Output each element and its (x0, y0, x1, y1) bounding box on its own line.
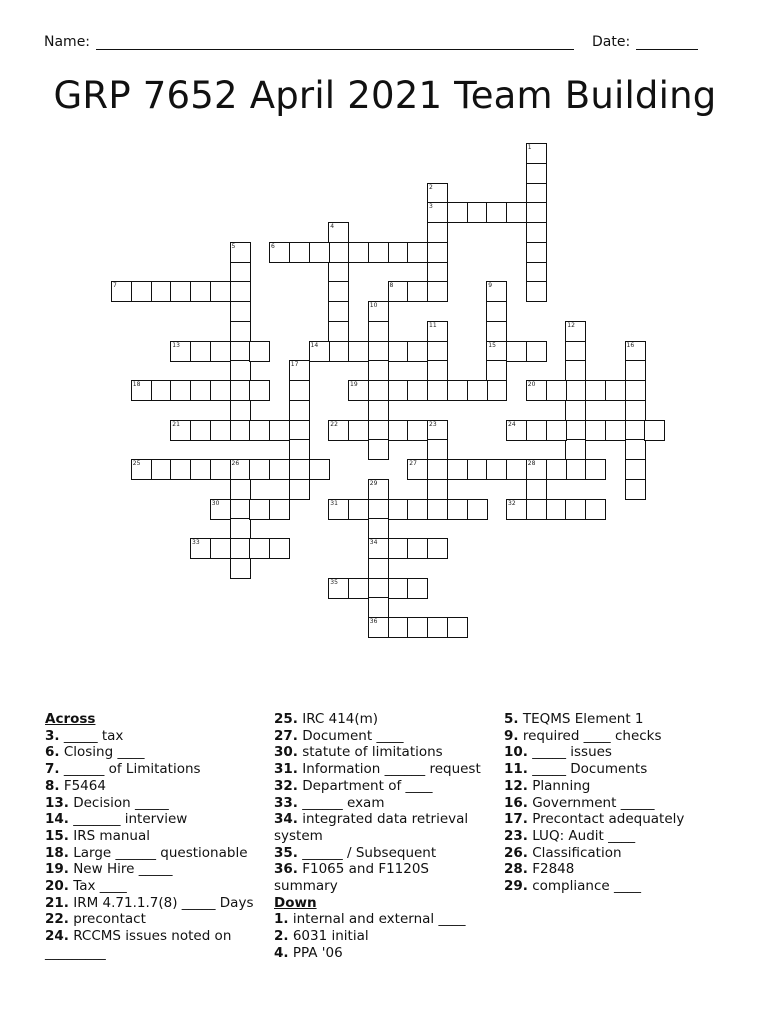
clue-down-5: 5. TEQMS Element 1 (504, 711, 644, 727)
grid-cell[interactable] (131, 281, 152, 302)
grid-cell[interactable] (407, 281, 428, 302)
grid-cell[interactable] (447, 202, 468, 223)
grid-cell[interactable] (190, 420, 211, 441)
grid-cell[interactable] (467, 380, 488, 401)
clue-down-10: 10. _____ issues (504, 744, 612, 761)
grid-cell[interactable] (407, 459, 428, 480)
name-label: Name: (44, 34, 91, 50)
clue-down-9: 9. required ____ checks (504, 727, 662, 744)
grid-cell[interactable] (348, 242, 369, 263)
clue-number: 34 (369, 539, 378, 546)
grid-cell[interactable] (368, 400, 389, 421)
clue-across-14: 14. _______ interview (45, 811, 188, 828)
grid-cell[interactable] (565, 420, 586, 441)
grid-cell[interactable] (230, 459, 251, 480)
grid-cell[interactable] (230, 380, 251, 401)
grid-cell[interactable] (289, 242, 310, 263)
clue-number: 33 (192, 539, 200, 546)
clue-number: 19 (350, 381, 358, 388)
clue-down-26: 26. Classification (504, 844, 622, 861)
grid-cell[interactable] (289, 439, 310, 460)
grid-cell[interactable] (565, 459, 586, 480)
grid-cell[interactable] (467, 202, 488, 223)
clue-number: 8 (389, 282, 394, 290)
grid-cell[interactable] (170, 420, 191, 441)
clue-number: 5 (231, 242, 236, 250)
clue-across-24: 24. RCCMS issues noted on _________ (45, 928, 232, 961)
grid-cell[interactable] (585, 420, 606, 441)
grid-cell[interactable] (289, 360, 310, 381)
grid-cell[interactable] (230, 479, 251, 500)
grid-cell[interactable] (526, 222, 547, 243)
clue-across-13: 13. Decision _____ (45, 794, 169, 811)
grid-cell[interactable] (368, 341, 389, 362)
grid-cell[interactable] (625, 459, 646, 480)
grid-cell[interactable] (427, 420, 448, 441)
grid-cell[interactable] (585, 499, 606, 520)
grid-cell[interactable] (388, 341, 409, 362)
grid-cell[interactable] (546, 459, 567, 480)
clue-down-2: 2. 6031 initial (274, 928, 369, 945)
grid-cell[interactable] (190, 380, 211, 401)
grid-cell[interactable] (190, 341, 211, 362)
clue-number: 26 (231, 460, 240, 467)
clue-number: 27 (409, 460, 417, 467)
grid-cell[interactable] (486, 301, 507, 322)
clue-number: 12 (567, 321, 575, 329)
grid-cell[interactable] (565, 439, 586, 460)
grid-cell[interactable] (526, 499, 547, 520)
clue-number: 17 (290, 361, 299, 369)
grid-cell[interactable] (210, 380, 231, 401)
grid-cell[interactable] (151, 281, 172, 302)
clue-across-36: 36. F1065 and F1120S summary (274, 861, 430, 895)
grid-cell[interactable] (427, 380, 448, 401)
clue-down-1: 1. internal and external ____ (274, 911, 466, 928)
clue-across-19: 19. New Hire _____ (45, 861, 173, 878)
clue-across-15: 15. IRS manual (45, 827, 150, 844)
grid-cell[interactable] (210, 281, 231, 302)
clue-down-23: 23. LUQ: Audit ____ (504, 827, 636, 844)
grid-cell[interactable] (407, 578, 428, 599)
grid-cell[interactable] (210, 341, 231, 362)
clue-across-32: 32. Department of ____ (274, 777, 433, 794)
grid-cell[interactable] (368, 617, 389, 638)
grid-cell[interactable] (427, 538, 448, 559)
grid-cell[interactable] (230, 538, 251, 559)
grid-cell[interactable] (269, 420, 290, 441)
down-heading: Down (274, 894, 317, 911)
clue-number: 31 (330, 499, 338, 507)
grid-cell[interactable] (407, 617, 428, 638)
grid-cell[interactable] (565, 341, 586, 362)
grid-cell[interactable] (368, 597, 389, 618)
clue-number: 1 (527, 144, 532, 151)
clue-number: 36 (369, 618, 378, 625)
clue-across-30: 30. statute of limitations (274, 744, 443, 761)
grid-cell[interactable] (605, 420, 626, 441)
grid-cell[interactable] (526, 262, 547, 283)
grid-cell[interactable] (565, 321, 586, 342)
grid-cell[interactable] (447, 499, 468, 520)
grid-cell[interactable] (427, 617, 448, 638)
grid-cell[interactable] (249, 499, 270, 520)
grid-cell[interactable] (249, 538, 270, 559)
grid-cell[interactable] (328, 262, 349, 283)
clue-number: 6 (271, 242, 275, 250)
grid-cell[interactable] (605, 380, 626, 401)
grid-cell[interactable] (486, 341, 507, 362)
grid-cell[interactable] (427, 202, 448, 223)
grid-cell[interactable] (427, 499, 448, 520)
grid-cell[interactable] (368, 420, 389, 441)
grid-cell[interactable] (427, 439, 448, 460)
grid-cell[interactable] (486, 360, 507, 381)
grid-cell[interactable] (328, 301, 349, 322)
clue-number: 15 (488, 341, 496, 349)
grid-cell[interactable] (230, 360, 251, 381)
grid-cell[interactable] (407, 341, 428, 362)
grid-cell[interactable] (368, 518, 389, 539)
grid-cell[interactable] (407, 420, 428, 441)
grid-cell[interactable] (170, 459, 191, 480)
grid-cell[interactable] (348, 499, 369, 520)
clue-number: 3 (429, 203, 433, 211)
clue-column-3 (504, 711, 744, 895)
grid-cell[interactable] (407, 499, 428, 520)
clue-across-6: 6. Closing ____ (45, 744, 145, 761)
clue-across-18: 18. Large ______ questionable (45, 844, 248, 861)
clue-number: 21 (172, 420, 180, 428)
clue-number: 30 (211, 499, 220, 507)
grid-cell[interactable] (328, 242, 349, 263)
grid-cell[interactable] (625, 420, 646, 441)
clue-number: 28 (527, 460, 536, 467)
grid-cell[interactable] (427, 321, 448, 342)
grid-cell[interactable] (407, 380, 428, 401)
grid-cell[interactable] (309, 341, 330, 362)
clue-number: 2 (429, 183, 433, 191)
grid-cell[interactable] (230, 499, 251, 520)
clue-across-7: 7. ______ of Limitations (45, 761, 201, 778)
grid-cell[interactable] (427, 459, 448, 480)
grid-cell[interactable] (210, 459, 231, 480)
grid-cell[interactable] (269, 242, 290, 263)
grid-cell[interactable] (269, 459, 290, 480)
grid-cell[interactable] (190, 538, 211, 559)
grid-cell[interactable] (170, 341, 191, 362)
clue-column-1 (45, 711, 267, 962)
grid-cell[interactable] (210, 538, 231, 559)
grid-cell[interactable] (486, 459, 507, 480)
grid-cell[interactable] (486, 281, 507, 302)
date-label: Date: (592, 34, 631, 50)
grid-cell[interactable] (585, 459, 606, 480)
clue-number: 11 (429, 321, 437, 329)
grid-cell[interactable] (328, 578, 349, 599)
grid-cell[interactable] (368, 499, 389, 520)
grid-cell[interactable] (151, 459, 172, 480)
grid-cell[interactable] (506, 459, 527, 480)
grid-cell[interactable] (190, 281, 211, 302)
clue-number: 13 (172, 341, 180, 349)
grid-cell[interactable] (289, 459, 310, 480)
grid-cell[interactable] (230, 281, 251, 302)
grid-cell[interactable] (486, 321, 507, 342)
grid-cell[interactable] (427, 360, 448, 381)
clue-down-12: 12. Planning (504, 777, 591, 794)
clue-across-35: 35. ______ / Subsequent (274, 844, 437, 861)
clue-down-11: 11. _____ Documents (504, 761, 648, 778)
clue-across-25: 25. IRC 414(m) (274, 711, 379, 727)
grid-cell[interactable] (526, 459, 547, 480)
grid-cell[interactable] (328, 420, 349, 441)
grid-cell[interactable] (486, 380, 507, 401)
grid-cell[interactable] (625, 439, 646, 460)
grid-cell[interactable] (625, 341, 646, 362)
clue-across-3: 3. _____ tax (45, 727, 124, 744)
grid-cell[interactable] (388, 420, 409, 441)
clue-number: 29 (369, 479, 378, 487)
grid-cell[interactable] (170, 380, 191, 401)
clue-number: 4 (330, 223, 335, 230)
clue-down-16: 16. Government _____ (504, 794, 655, 811)
grid-cell[interactable] (506, 499, 527, 520)
grid-cell[interactable] (526, 479, 547, 500)
clue-number: 23 (429, 420, 437, 428)
grid-cell[interactable] (249, 341, 270, 362)
grid-cell[interactable] (230, 242, 251, 263)
grid-cell[interactable] (368, 321, 389, 342)
clue-down-28: 28. F2848 (504, 861, 575, 878)
grid-cell[interactable] (388, 380, 409, 401)
grid-cell[interactable] (526, 242, 547, 263)
grid-cell[interactable] (625, 380, 646, 401)
grid-cell[interactable] (230, 518, 251, 539)
grid-cell[interactable] (486, 202, 507, 223)
grid-cell[interactable] (467, 459, 488, 480)
grid-cell[interactable] (625, 400, 646, 421)
grid-cell[interactable] (210, 420, 231, 441)
grid-cell[interactable] (328, 499, 349, 520)
clue-down-29: 29. compliance ____ (504, 878, 641, 895)
clue-number: 35 (330, 578, 338, 586)
clue-number: 25 (132, 460, 141, 467)
grid-cell[interactable] (526, 380, 547, 401)
grid-cell[interactable] (289, 420, 310, 441)
grid-cell[interactable] (328, 321, 349, 342)
grid-cell[interactable] (348, 380, 369, 401)
grid-cell[interactable] (170, 281, 191, 302)
grid-cell[interactable] (249, 459, 270, 480)
grid-cell[interactable] (309, 459, 330, 480)
grid-cell[interactable] (427, 242, 448, 263)
grid-cell[interactable] (526, 202, 547, 223)
grid-cell[interactable] (565, 499, 586, 520)
grid-cell[interactable] (388, 281, 409, 302)
grid-cell[interactable] (328, 341, 349, 362)
grid-cell[interactable] (427, 341, 448, 362)
grid-cell[interactable] (230, 341, 251, 362)
clue-across-27: 27. Document ____ (274, 727, 404, 744)
grid-cell[interactable] (388, 578, 409, 599)
grid-cell[interactable] (388, 499, 409, 520)
clue-down-4: 4. PPA '06 (274, 944, 343, 961)
clue-column-2 (274, 711, 496, 962)
grid-cell[interactable] (368, 538, 389, 559)
clue-number: 9 (488, 282, 493, 290)
grid-cell[interactable] (526, 183, 547, 204)
grid-cell[interactable] (368, 578, 389, 599)
across-heading: Across (45, 711, 96, 727)
grid-cell[interactable] (328, 222, 349, 243)
grid-cell[interactable] (368, 439, 389, 460)
clue-number: 32 (508, 499, 516, 507)
grid-cell[interactable] (289, 380, 310, 401)
grid-cell[interactable] (230, 420, 251, 441)
grid-cell[interactable] (625, 479, 646, 500)
grid-cell[interactable] (565, 360, 586, 381)
grid-cell[interactable] (388, 242, 409, 263)
grid-cell[interactable] (230, 262, 251, 283)
clue-number: 7 (113, 282, 117, 290)
grid-cell[interactable] (467, 499, 488, 520)
grid-cell[interactable] (289, 479, 310, 500)
grid-cell[interactable] (368, 301, 389, 322)
grid-cell[interactable] (427, 479, 448, 500)
grid-cell[interactable] (506, 341, 527, 362)
grid-cell[interactable] (131, 380, 152, 401)
grid-cell[interactable] (131, 459, 152, 480)
grid-cell[interactable] (506, 420, 527, 441)
grid-cell[interactable] (407, 242, 428, 263)
grid-cell[interactable] (565, 380, 586, 401)
grid-cell[interactable] (526, 143, 547, 164)
clue-number: 14 (310, 341, 319, 349)
grid-cell[interactable] (427, 222, 448, 243)
grid-cell[interactable] (526, 420, 547, 441)
grid-cell[interactable] (427, 183, 448, 204)
grid-cell[interactable] (546, 420, 567, 441)
grid-cell[interactable] (328, 281, 349, 302)
grid-cell[interactable] (348, 341, 369, 362)
grid-cell[interactable] (447, 617, 468, 638)
grid-cell[interactable] (506, 202, 527, 223)
grid-cell[interactable] (644, 420, 665, 441)
grid-cell[interactable] (546, 380, 567, 401)
clue-down-17: 17. Precontact adequately (504, 811, 685, 828)
grid-cell[interactable] (368, 558, 389, 579)
grid-cell[interactable] (625, 360, 646, 381)
grid-cell[interactable] (210, 499, 231, 520)
grid-cell[interactable] (249, 420, 270, 441)
clue-number: 10 (369, 302, 378, 309)
clue-across-22: 22. precontact (45, 911, 146, 928)
grid-cell[interactable] (526, 163, 547, 184)
grid-cell[interactable] (230, 400, 251, 421)
grid-cell[interactable] (269, 538, 290, 559)
grid-cell[interactable] (526, 281, 547, 302)
grid-cell[interactable] (427, 262, 448, 283)
grid-cell[interactable] (447, 459, 468, 480)
grid-cell[interactable] (230, 321, 251, 342)
clue-across-33: 33. ______ exam (274, 794, 385, 811)
grid-cell[interactable] (546, 499, 567, 520)
grid-cell[interactable] (368, 479, 389, 500)
puzzle-title: GRP 7652 April 2021 Team Building (53, 74, 717, 117)
grid-cell[interactable] (111, 281, 132, 302)
grid-cell[interactable] (230, 558, 251, 579)
grid-cell[interactable] (565, 400, 586, 421)
grid-cell[interactable] (368, 242, 389, 263)
clue-number: 16 (626, 341, 635, 349)
clue-number: 20 (527, 381, 536, 388)
clue-across-20: 20. Tax ____ (45, 878, 127, 895)
grid-cell[interactable] (289, 400, 310, 421)
grid-cell[interactable] (427, 281, 448, 302)
grid-cell[interactable] (151, 380, 172, 401)
grid-cell[interactable] (309, 242, 330, 263)
grid-cell[interactable] (407, 538, 428, 559)
grid-cell[interactable] (230, 301, 251, 322)
clue-across-31: 31. Information ______ request (274, 761, 481, 778)
grid-cell[interactable] (368, 380, 389, 401)
grid-cell[interactable] (447, 380, 468, 401)
grid-cell[interactable] (269, 499, 290, 520)
clue-number: 18 (132, 381, 141, 388)
grid-cell[interactable] (526, 341, 547, 362)
clue-number: 24 (508, 420, 516, 428)
clue-number: 22 (330, 420, 338, 428)
grid-cell[interactable] (249, 380, 270, 401)
clue-across-8: 8. F5464 (45, 777, 106, 794)
grid-cell[interactable] (348, 420, 369, 441)
grid-cell[interactable] (388, 538, 409, 559)
grid-cell[interactable] (585, 380, 606, 401)
grid-cell[interactable] (190, 459, 211, 480)
grid-cell[interactable] (348, 578, 369, 599)
clue-across-21: 21. IRM 4.71.1.7(8) _____ Days (45, 894, 254, 911)
clue-across-34: 34. integrated data retrieval system (274, 811, 469, 844)
grid-cell[interactable] (388, 617, 409, 638)
grid-cell[interactable] (368, 360, 389, 381)
